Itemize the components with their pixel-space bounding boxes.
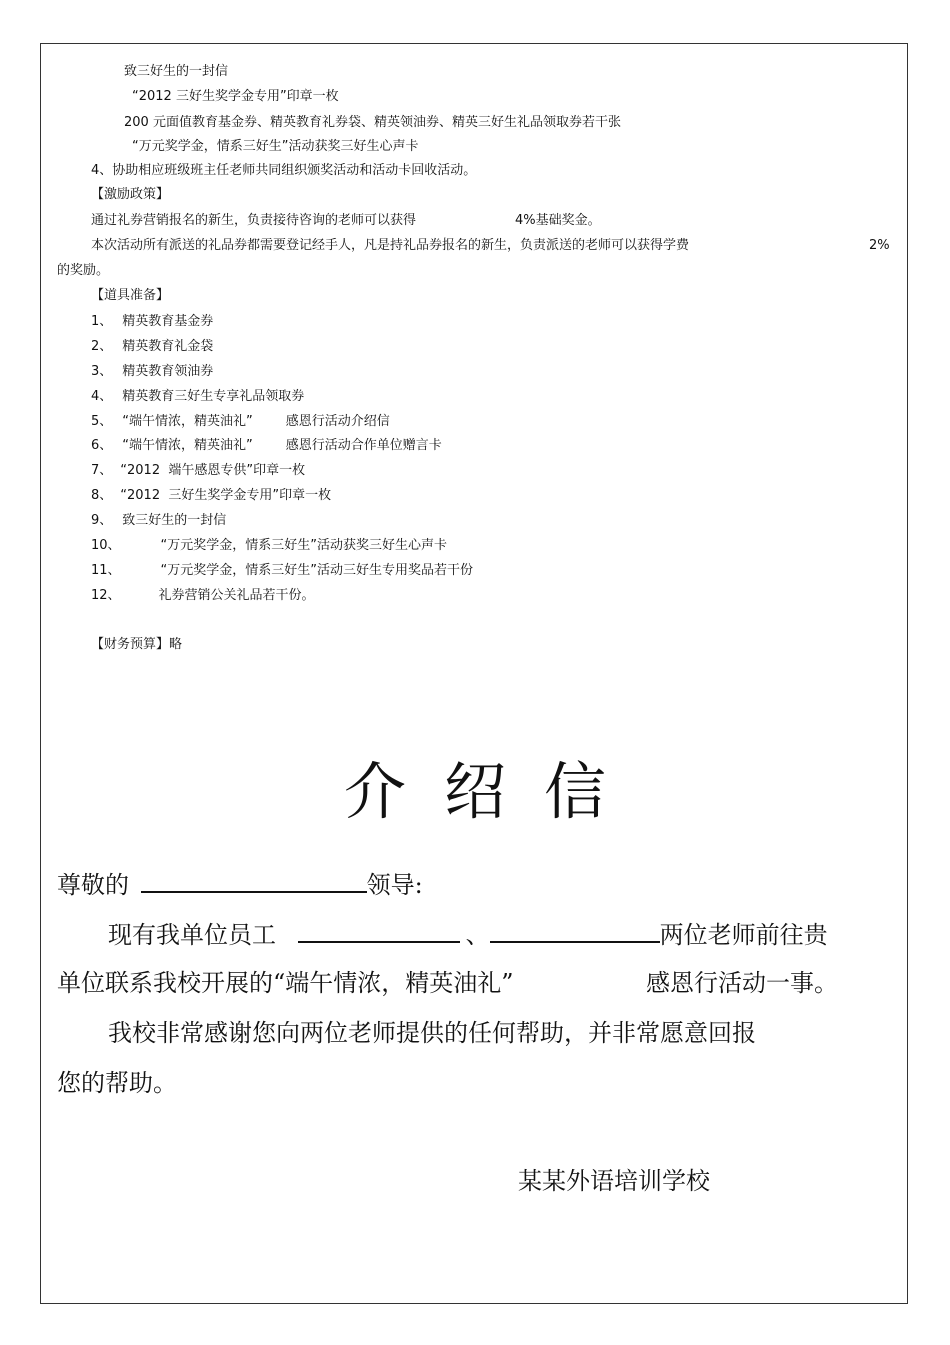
props-item-num: 2、: [91, 339, 113, 354]
para1-line1: [108, 919, 828, 950]
props-item-text: 精英教育三好生专享礼品领取券: [122, 389, 305, 404]
page-border: [40, 43, 908, 1304]
staff-name-blank-2[interactable]: [490, 919, 660, 943]
signature: 某某外语培训学校: [518, 1167, 710, 1195]
salutation: [57, 869, 423, 900]
props-item-num: 10、: [91, 538, 121, 553]
props-item: [91, 538, 447, 554]
props-item-text: 精英教育领油券: [122, 364, 214, 379]
props-item: [91, 389, 304, 405]
letter-title: 介绍信: [343, 755, 644, 828]
incentive-rate-2: 2%: [869, 238, 890, 253]
salutation-prefix: 尊敬的: [57, 871, 129, 899]
para2-line2: 您的帮助。: [57, 1069, 177, 1097]
props-item-text: 精英教育基金券: [122, 314, 214, 329]
props-item-num: 5、: [91, 414, 113, 429]
props-item-text: “端午情浓，精英油礼” 感恩行活动合作单位赠言卡: [122, 438, 442, 453]
staff-name-blank-1[interactable]: [298, 919, 460, 943]
top-item-1: 致三好生的一封信: [124, 64, 229, 79]
props-item: [91, 563, 473, 579]
props-item: [91, 314, 213, 330]
props-item: [91, 438, 442, 454]
props-item-num: 3、: [91, 364, 113, 379]
para1-prefix: 现有我单位员工: [108, 921, 276, 949]
props-item-num: 11、: [91, 563, 121, 578]
salutation-suffix: 领导:: [366, 871, 423, 899]
props-item-num: 9、: [91, 513, 113, 528]
props-item-text: 精英教育礼金袋: [122, 339, 214, 354]
props-item-text: “万元奖学金，情系三好生”活动三好生专用奖品若干份: [160, 563, 474, 578]
props-item-text: “端午情浓，精英油礼” 感恩行活动介绍信: [122, 414, 390, 429]
incentive-rate-1: 4%基础奖金。: [515, 213, 601, 228]
top-item-3: 200 元面值教育基金券、精英教育礼券袋、精英领油券、精英三好生礼品领取券若干张: [124, 115, 621, 130]
leader-name-blank[interactable]: [141, 869, 367, 893]
props-item-text: “万元奖学金，情系三好生”活动获奖三好生心声卡: [160, 538, 448, 553]
props-item: [91, 488, 331, 504]
para1-suffix: 两位老师前往贵: [659, 921, 828, 949]
incentive-line-2: 本次活动所有派送的礼品券都需要登记经手人，凡是持礼品券报名的新生，负责派送的老师可以获得学费: [91, 238, 690, 253]
props-item: [91, 463, 305, 479]
props-item: [91, 588, 315, 604]
para1-line2-a: 单位联系我校开展的“端午情浓，精英油礼”: [57, 969, 514, 997]
task-item-4: 4、协助相应班级班主任老师共同组织颁奖活动和活动卡回收活动。: [91, 163, 477, 178]
incentive-line-1-text: 通过礼券营销报名的新生，负责接待咨询的老师可以获得: [91, 213, 417, 228]
props-item: [91, 339, 213, 355]
props-item-text: “2012 端午感恩专供”印章一枚: [120, 463, 306, 478]
incentive-line-3: 的奖励。: [57, 263, 110, 278]
incentive-heading: 【激励政策】: [91, 187, 170, 202]
props-item-num: 6、: [91, 438, 113, 453]
para1-separator: 、: [465, 921, 490, 949]
props-item-num: 1、: [91, 314, 113, 329]
props-heading: 【道具准备】: [91, 288, 170, 303]
para2-line1: 我校非常感谢您向两位老师提供的任何帮助，并非常愿意回报: [108, 1019, 756, 1047]
props-item-num: 12、: [91, 588, 121, 603]
incentive-line-1: [91, 213, 416, 229]
props-item: [91, 414, 390, 430]
props-item-text: 礼券营销公关礼品若干份。: [158, 588, 315, 603]
props-item-num: 7、: [91, 463, 113, 478]
finance-heading: 【财务预算】略: [91, 637, 183, 652]
top-item-2: “2012 三好生奖学金专用”印章一枚: [132, 89, 339, 104]
props-item-text: 致三好生的一封信: [122, 513, 227, 528]
para1-line2-b: 感恩行活动一事。: [646, 969, 838, 997]
props-item: [91, 364, 213, 380]
props-item: [91, 513, 226, 529]
props-item-num: 4、: [91, 389, 113, 404]
top-item-4: “万元奖学金，情系三好生”活动获奖三好生心声卡: [132, 139, 419, 154]
props-item-num: 8、: [91, 488, 113, 503]
props-item-text: “2012 三好生奖学金专用”印章一枚: [120, 488, 332, 503]
